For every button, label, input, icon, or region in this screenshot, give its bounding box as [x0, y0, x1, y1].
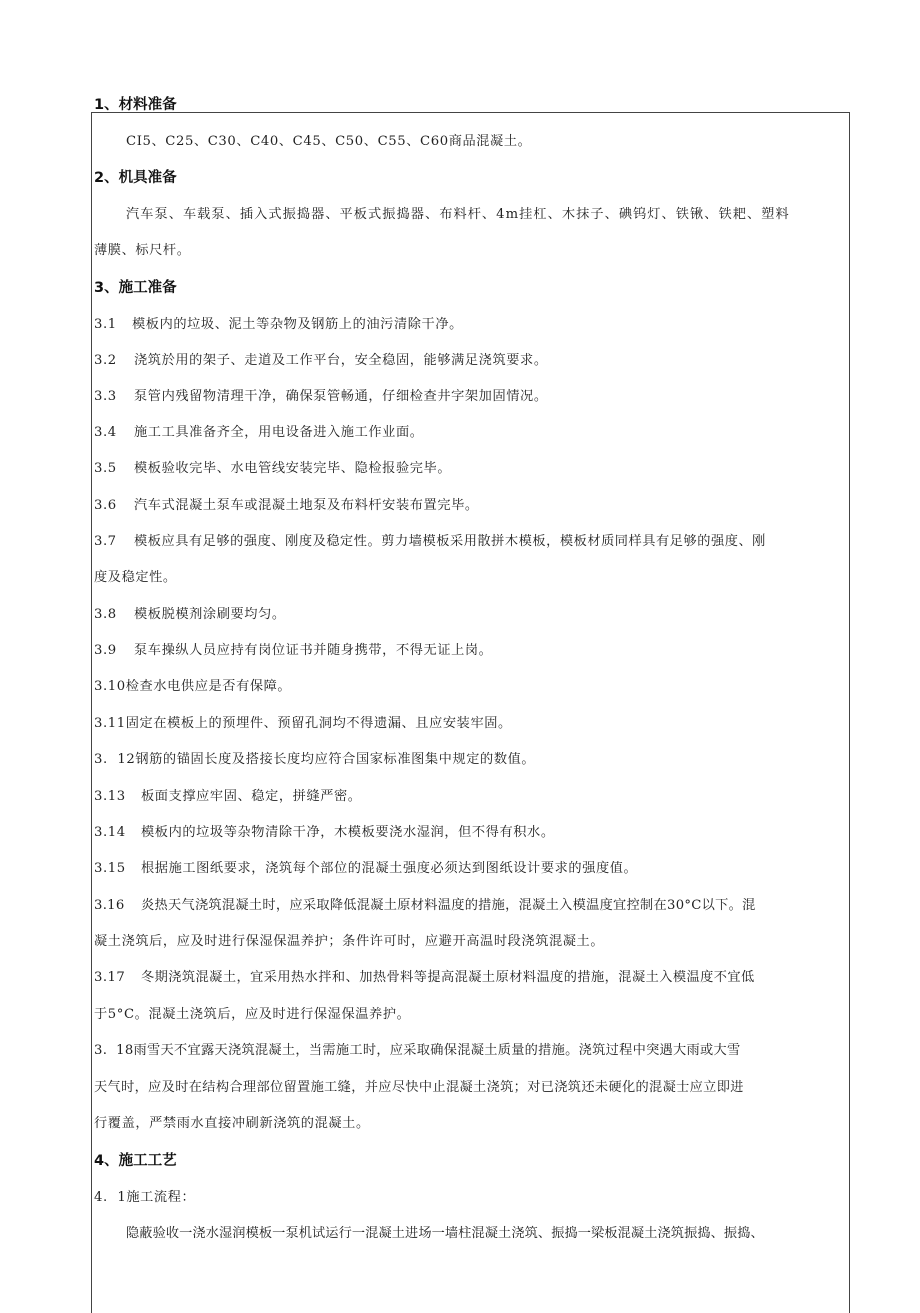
item-number: 3.15 [94, 861, 126, 876]
list-item [94, 1039, 740, 1058]
list-item [94, 785, 362, 804]
list-item [94, 894, 756, 913]
item-text: 雨雪天不宜露天浇筑混凝土，当需施工时，应采取确保混凝土质量的措施。浇筑过程中突遇大雨或大雪 [133, 1043, 741, 1058]
item-number: 3.17 [94, 970, 126, 985]
item-text: 检查水电供应是否有保障。 [125, 679, 292, 694]
subsection-number: 4. 1 [94, 1190, 127, 1205]
list-item [94, 494, 479, 513]
list-item [94, 313, 463, 332]
list-item [94, 385, 548, 404]
item-number: 3.2 [94, 353, 117, 368]
list-item [94, 712, 512, 731]
item-number: 3.1 [94, 317, 117, 332]
list-item-continuation: 天气时，应及时在结构合理部位留置施工缝，并应尽快中止混凝土浇筑；对已浇筑还未硬化的混凝士应立即进 [94, 1080, 744, 1095]
list-item [94, 349, 548, 368]
section-heading-equipment: 2、机具准备 [94, 170, 177, 186]
item-text: 钢筋的锚固长度及搭接长度均应符合国家标准图集中规定的数值。 [135, 752, 536, 767]
item-text: 模板内的垃圾等杂物清除干净，木模板要浇水湿润，但不得有积水。 [141, 825, 555, 840]
list-item [94, 457, 451, 476]
item-text: 炎热天气浇筑混凝土时，应采取降低混凝土原材料温度的措施，混凝土入模温度宜控制在30°C以下。混 [141, 898, 756, 913]
item-number: 3.5 [94, 461, 117, 476]
list-item [94, 603, 286, 622]
item-number: 3.9 [94, 643, 117, 658]
item-number: 3. 12 [94, 752, 136, 767]
section-heading-process: 4、施工工艺 [94, 1153, 177, 1169]
item-number: 3.14 [94, 825, 126, 840]
item-number: 3.7 [94, 534, 117, 549]
subsection-flow [94, 1186, 195, 1205]
item-number: 3.4 [94, 425, 117, 440]
list-item [94, 421, 424, 440]
list-item [94, 530, 766, 549]
item-text: 冬期浇筑混凝土，宜采用热水拌和、加热骨料等提高混凝土原材料温度的措施，混凝土入模温度不宜低 [141, 970, 755, 985]
item-number: 3.10 [94, 679, 126, 694]
item-text: 模板应具有足够的强度、刚度及稳定性。剪力墙模板采用散拼木模板，模板材质同样具有足够的强度、刚 [134, 534, 766, 549]
item-text: 汽车式混凝土泵车或混凝土地泵及布料杆安装布置完毕。 [134, 498, 479, 513]
item-number: 3.16 [94, 898, 125, 913]
subsection-title: 施工流程： [126, 1190, 196, 1205]
item-text: 泵车操纵人员应持有岗位证书并随身携带，不得无证上岗。 [134, 643, 493, 658]
list-item [94, 966, 755, 985]
item-text: 根据施工图纸要求，浇筑每个部位的混凝土强度必须达到图纸设计要求的强度值。 [141, 861, 638, 876]
equipment-line-2: 薄膜、标尺杆。 [94, 243, 191, 258]
item-text: 施工工具准备齐全，用电设备进入施工作业面。 [134, 425, 424, 440]
list-item [94, 748, 535, 767]
item-number: 3.6 [94, 498, 117, 513]
list-item [94, 639, 492, 658]
item-number: 3.3 [94, 389, 117, 404]
materials-text: CI5、C25、C30、C40、C45、C50、C55、C60商品混凝土。 [126, 134, 532, 149]
item-text: 模板内的垃圾、泥土等杂物及钢筋上的油污清除干净。 [132, 317, 463, 332]
section-heading-materials: 1、材料准备 [94, 97, 177, 113]
item-text: 泵管内残留物清理干净，确保泵管畅通，仔细检查井字架加固情况。 [134, 389, 548, 404]
section-heading-preparation: 3、施工准备 [94, 280, 177, 296]
list-item-continuation: 度及稳定性。 [94, 570, 177, 585]
equipment-line-1: 汽车泵、车载泵、插入式振捣器、平板式振捣器、布料杆、4m挂杠、木抹子、碘钨灯、铁锹、铁耙、塑料 [126, 207, 790, 222]
item-number: 3.11 [94, 716, 126, 731]
item-number: 3.8 [94, 607, 117, 622]
item-number: 3. 18 [94, 1043, 134, 1058]
list-item [94, 821, 555, 840]
item-text: 模板验收完毕、水电管线安装完毕、隐检报验完毕。 [134, 461, 452, 476]
item-number: 3.13 [94, 789, 126, 804]
list-item [94, 857, 637, 876]
list-item-continuation: 于5°C。混凝土浇筑后，应及时进行保湿保温养护。 [94, 1007, 411, 1022]
list-item [94, 675, 291, 694]
list-item-continuation: 行覆盖，严禁雨水直接冲刷新浇筑的混凝土。 [94, 1116, 370, 1131]
list-item-continuation: 凝土浇筑后，应及时进行保湿保温养护；条件许可时，应避开高温时段浇筑混凝土。 [94, 934, 605, 949]
item-text: 模板脱模剂涂刷要均匀。 [134, 607, 286, 622]
item-text: 板面支撑应牢固、稳定，拼缝严密。 [141, 789, 362, 804]
process-flow-text: 隐蔽验收一浇水湿润模板一泵机试运行一混凝土进场一墙柱混凝土浇筑、振捣一梁板混凝土浇筑振捣、振捣、 [126, 1226, 764, 1241]
item-text: 浇筑於用的架子、走道及工作平台，安全稳固，能够满足浇筑要求。 [134, 353, 548, 368]
item-text: 固定在模板上的预埋件、预留孔洞均不得遗漏、且应安装牢固。 [125, 716, 512, 731]
